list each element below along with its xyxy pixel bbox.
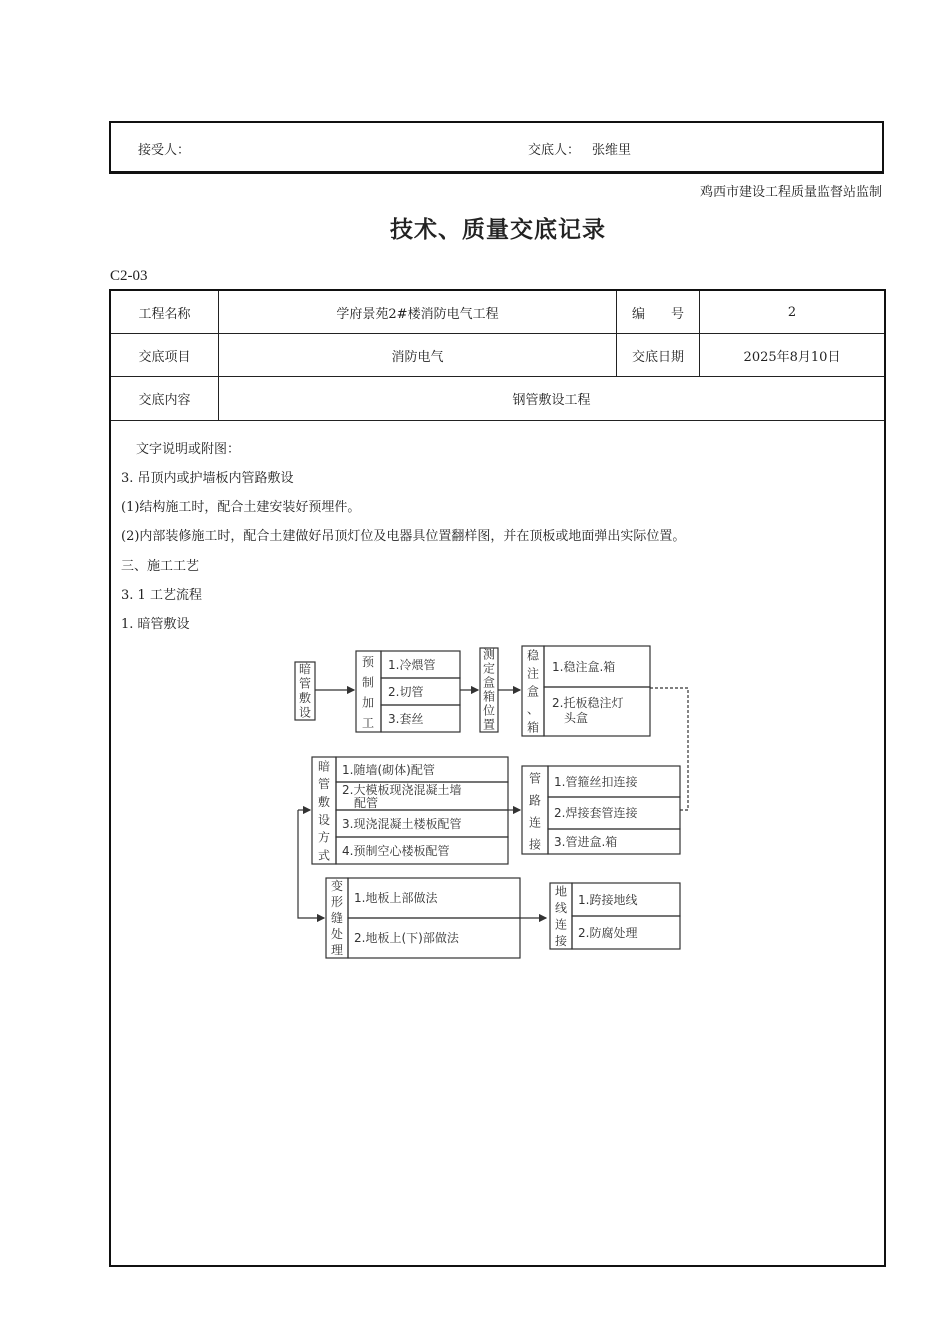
content-label: 交底内容	[138, 393, 191, 408]
pipe-group-label: 管	[528, 771, 542, 786]
body-line: (1)结构施工时，配合土建安装好预埋件。	[121, 500, 361, 515]
pipe-item: 3.管进盒.箱	[554, 835, 618, 849]
number-label: 编 号	[631, 306, 684, 322]
process-flowchart	[288, 640, 698, 962]
pipe-group-label: 连	[528, 815, 542, 830]
start-label: 敷	[298, 690, 312, 705]
stabilize-group-label: 、	[526, 702, 540, 717]
joint-group-label: 缝	[330, 911, 344, 925]
method-item: 2.大模板现浇混凝土墙	[342, 783, 462, 797]
joint-item: 1.地板上部做法	[354, 891, 438, 905]
method-group-label: 暗	[317, 759, 331, 774]
project-name-label: 工程名称	[138, 306, 191, 322]
pipe-item: 2.焊接套管连接	[554, 806, 638, 820]
ground-item: 2.防腐处理	[578, 926, 638, 940]
start-label: 设	[298, 705, 312, 720]
receiver-label: 接受人：	[138, 143, 191, 158]
ground-group-label: 接	[554, 933, 568, 948]
item-value: 消防电气	[391, 349, 444, 365]
joint-group-label: 形	[330, 895, 344, 909]
date-value: 2025年8月10日	[743, 349, 841, 365]
issuer-note: 鸡西市建设工程质量监督站监制	[699, 185, 882, 200]
stabilize-item: 头盒	[564, 711, 589, 725]
measure-label: 测	[482, 647, 496, 662]
ground-group-label: 线	[554, 900, 568, 915]
method-group-label: 方	[317, 830, 331, 845]
stabilize-group-label: 注	[526, 666, 540, 681]
joint-item: 2.地板上(下)部做法	[354, 931, 459, 945]
form-code: C2-03	[110, 268, 148, 284]
start-label: 暗	[298, 661, 312, 676]
method-group-label: 管	[317, 777, 331, 792]
body-line: 3. 1 工艺流程	[121, 588, 202, 603]
flowchart-svg	[288, 640, 698, 962]
prefab-item: 3.套丝	[388, 712, 424, 726]
method-group-label: 敷	[317, 795, 331, 810]
measure-label: 箱	[482, 689, 496, 704]
prefab-item: 1.冷煨管	[388, 658, 436, 672]
stabilize-group-label: 盒	[526, 684, 540, 699]
discloser-name: 张维里	[592, 143, 632, 158]
prefab-group-label: 制	[361, 675, 375, 690]
stabilize-group-label: 箱	[526, 720, 540, 735]
ground-group-label: 连	[554, 917, 568, 932]
date-label: 交底日期	[631, 349, 684, 365]
body-line: 3. 吊顶内或护墙板内管路敷设	[121, 471, 294, 486]
measure-label: 定	[482, 661, 496, 676]
measure-label: 置	[482, 717, 496, 732]
method-item: 配管	[354, 796, 379, 810]
method-item: 3.现浇混凝土楼板配管	[342, 817, 462, 831]
prefab-group-label: 工	[361, 715, 375, 730]
joint-group-label: 理	[330, 943, 344, 957]
ground-item: 1.跨接地线	[578, 893, 638, 907]
measure-label: 盒	[482, 675, 496, 690]
pipe-item: 1.管箍丝扣连接	[554, 775, 638, 789]
method-group-label: 设	[317, 812, 331, 827]
signature-box	[109, 121, 884, 174]
body-line: 1. 暗管敷设	[121, 617, 190, 632]
ground-group-label: 地	[554, 884, 568, 899]
stabilize-item: 2.托板稳注灯	[552, 696, 624, 710]
method-item: 4.预制空心楼板配管	[342, 844, 450, 858]
measure-label: 位	[482, 703, 496, 718]
prefab-group-label: 加	[361, 695, 375, 710]
stabilize-item: 1.稳注盒.箱	[552, 660, 616, 674]
method-item: 1.随墙(砌体)配管	[342, 763, 435, 777]
joint-group-label: 处	[330, 927, 344, 941]
content-value: 钢管敷设工程	[512, 393, 591, 408]
discloser-label: 交底人：	[528, 143, 581, 158]
body-line: 三、施工工艺	[121, 559, 200, 574]
body-line: (2)内部装修施工时，配合土建做好吊顶灯位及电器具位置翻样图，并在顶板或地面弹出实际位置。	[121, 529, 686, 544]
prefab-item: 2.切管	[388, 685, 424, 699]
body-line: 文字说明或附图：	[136, 442, 241, 457]
prefab-group-label: 预	[361, 655, 375, 670]
joint-group-label: 变	[330, 879, 344, 893]
number-value: 2	[787, 304, 797, 320]
pipe-group-label: 路	[528, 793, 542, 808]
project-name-value: 学府景苑2#楼消防电气工程	[336, 306, 499, 322]
pipe-group-label: 接	[528, 837, 542, 852]
item-label: 交底项目	[138, 349, 191, 365]
stabilize-group-label: 稳	[526, 648, 540, 663]
start-label: 管	[298, 676, 312, 691]
method-group-label: 式	[317, 848, 331, 863]
page-title: 技术、质量交底记录	[390, 216, 606, 243]
